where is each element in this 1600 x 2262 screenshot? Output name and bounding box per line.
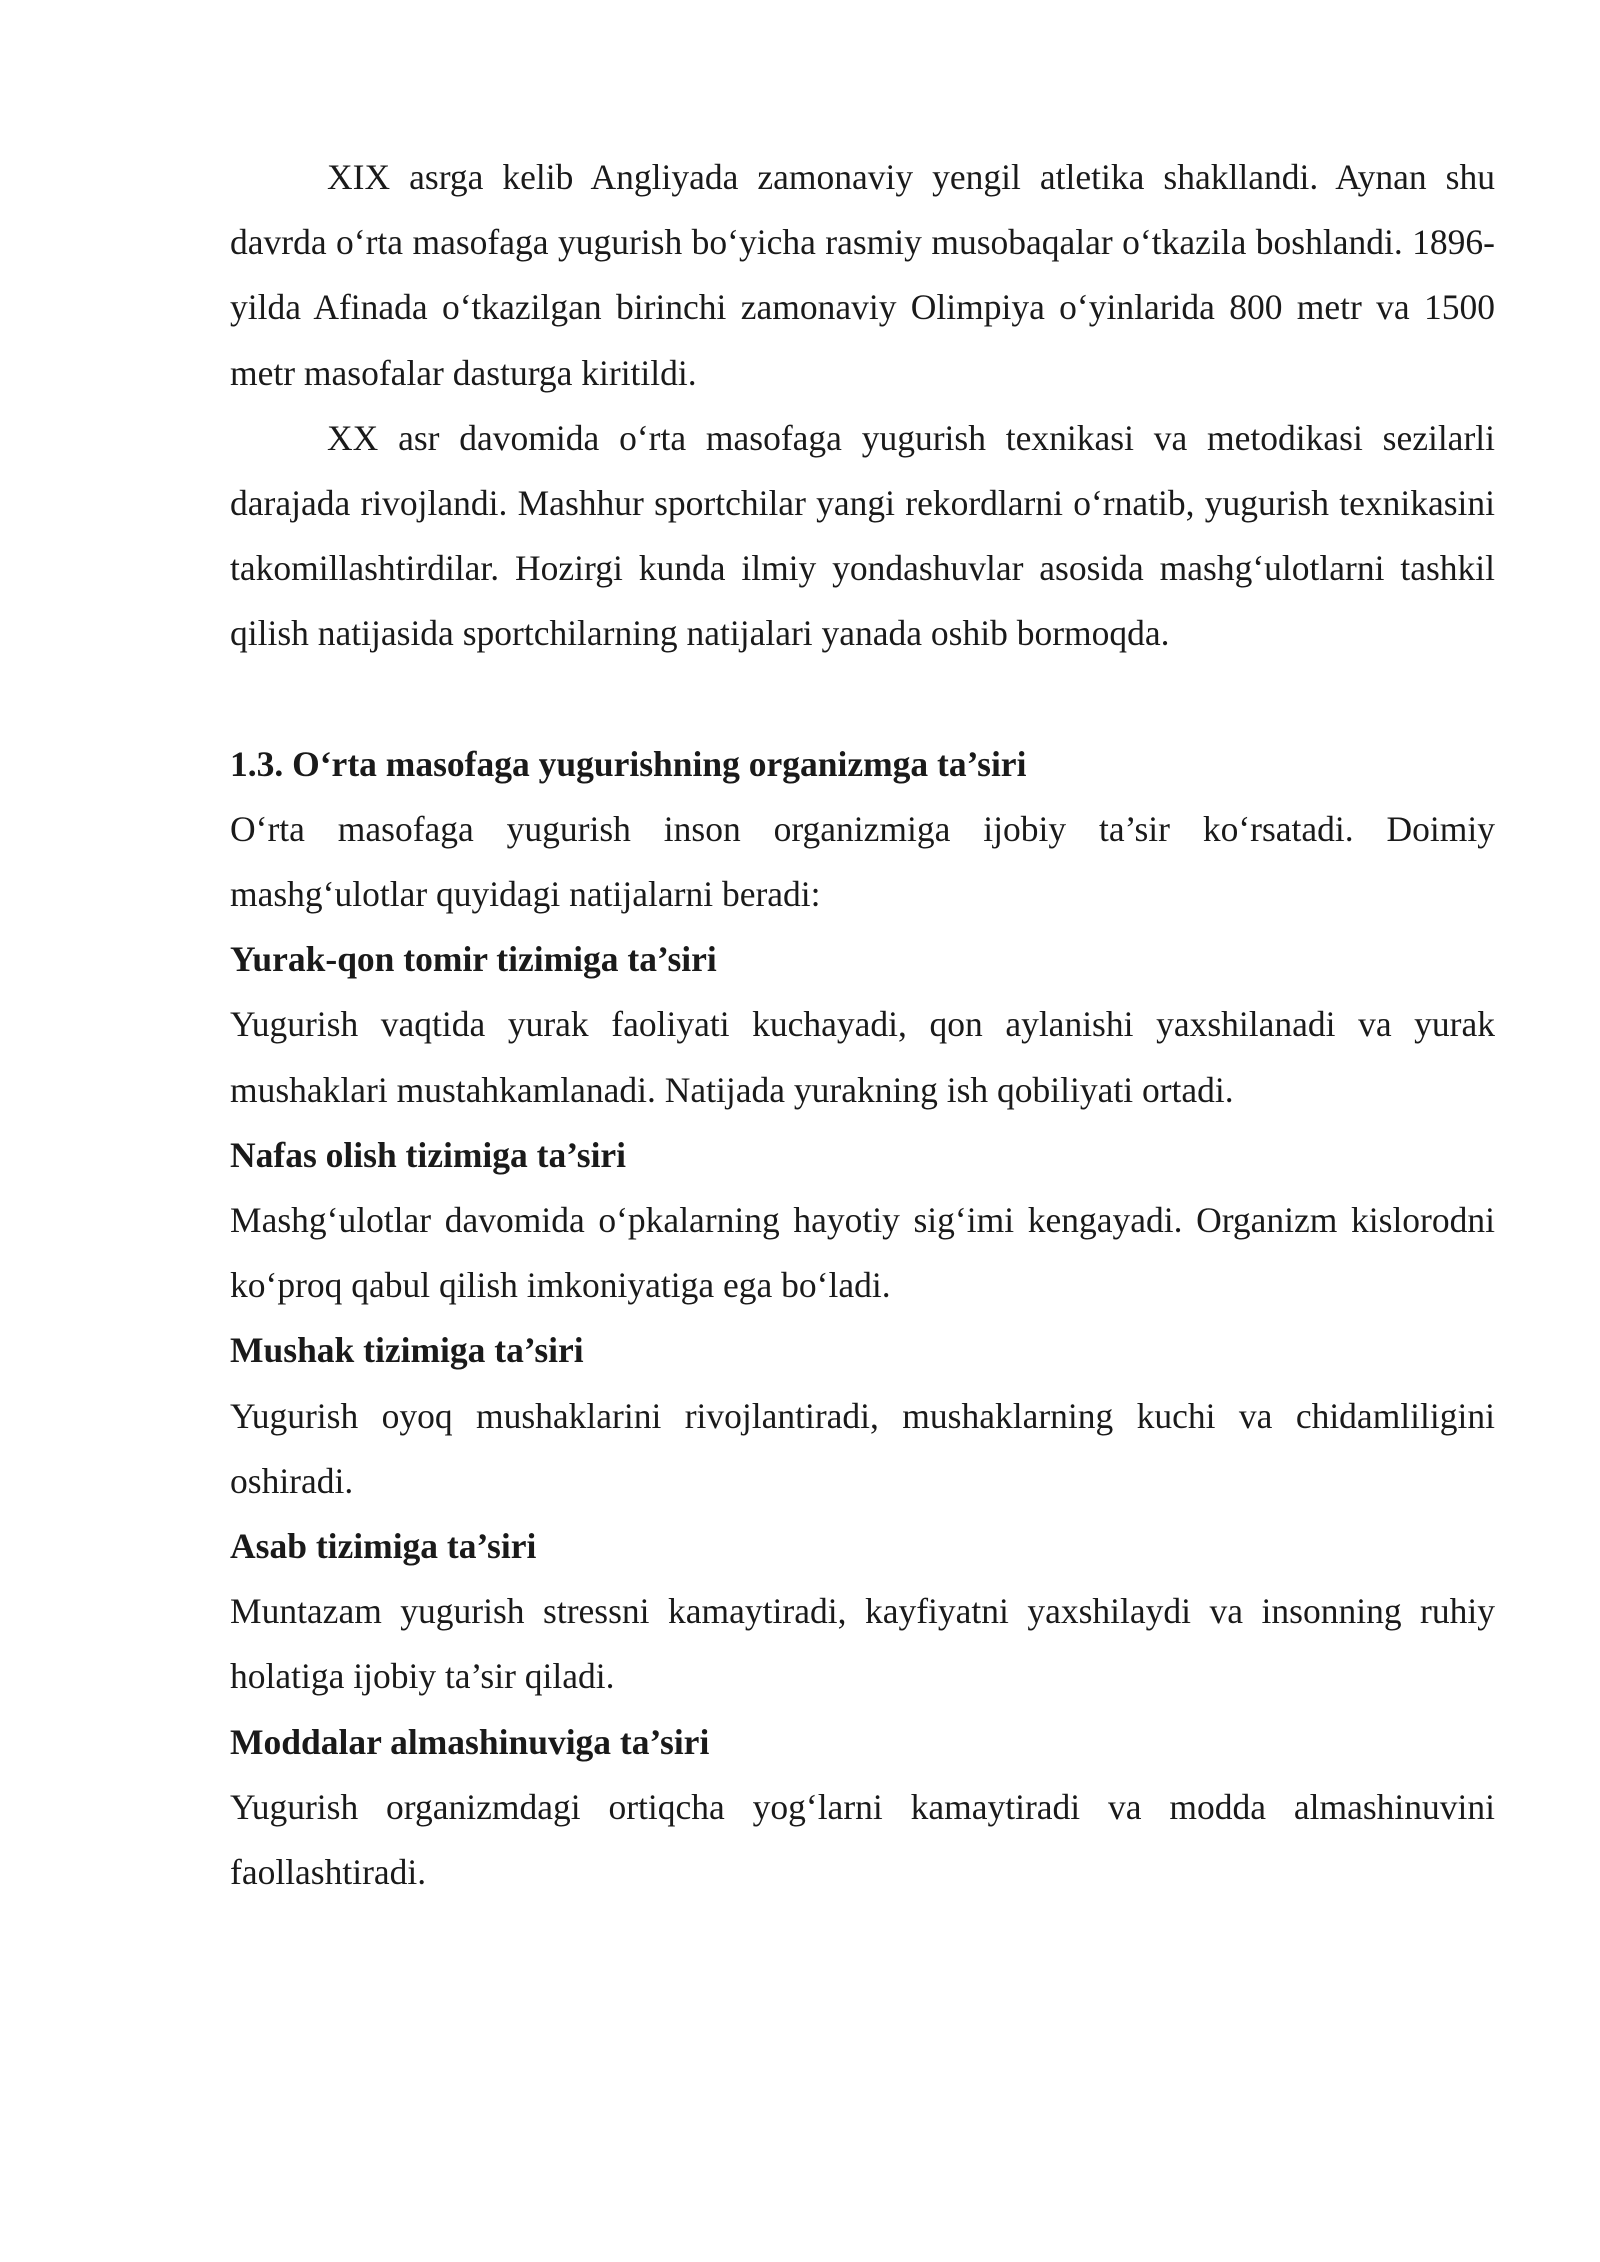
section-heading: 1.3. Oʻrta masofaga yugurishning organizmga ta’siri <box>230 743 1027 784</box>
subsection-text-cardiovascular: Yugurish vaqtida yurak faoliyati kuchayadi, qon aylanishi yaxshilanadi va yurak mushaklari mustahkamlanadi. Natijada yurakning ish qobiliyati ortadi. <box>230 1004 1495 1110</box>
subsection-title-muscular: Mushak tizimiga ta’siri <box>230 1330 584 1371</box>
subsection-title-cardiovascular: Yurak-qon tomir tizimiga ta’siri <box>230 939 717 980</box>
history-paragraph-2: XX asr davomida oʻrta masofaga yugurish texnikasi va metodikasi sezilarli darajada rivojlandi. Mashhur sportchilar yangi rekordlarni oʻrnatib, yugurish texnikasini takomillashtirdilar. Hozirgi kunda ilmiy yondashuvlar asosida mashgʻulotlarni tashkil qilish natijasida sportchilarning natijalari yanada oshib bormoqda. <box>230 417 1495 654</box>
subsection-text-nervous: Muntazam yugurish stressni kamaytiradi, kayfiyatni yaxshilaydi va insonning ruhiy holatiga ijobiy ta’sir qiladi. <box>230 1591 1495 1697</box>
history-paragraph-1: XIX asrga kelib Angliyada zamonaviy yengil atletika shakllandi. Aynan shu davrda oʻrta masofaga yugurish boʻyicha rasmiy musobaqalar oʻtkazila boshlandi. 1896-yilda Afinada oʻtkazilgan birinchi zamonaviy Olimpiya oʻyinlarida 800 metr va 1500 metr masofalar dasturga kiritildi. <box>230 157 1495 393</box>
section-intro: Oʻrta masofaga yugurish inson organizmiga ijobiy ta’sir koʻrsatadi. Doimiy mashgʻulotlar quyidagi natijalarni beradi: <box>230 808 1495 915</box>
subsection-text-muscular: Yugurish oyoq mushaklarini rivojlantiradi, mushaklarning kuchi va chidamliligini oshiradi. <box>230 1395 1495 1501</box>
subsection-title-nervous: Asab tizimiga ta’siri <box>230 1526 537 1567</box>
page-content <box>230 145 1495 1905</box>
subsection-title-respiratory: Nafas olish tizimiga ta’siri <box>230 1134 627 1175</box>
subsection-text-respiratory: Mashgʻulotlar davomida oʻpkalarning hayotiy sigʻimi kengayadi. Organizm kislorodni koʻproq qabul qilish imkoniyatiga ega boʻladi. <box>230 1200 1495 1306</box>
subsection-title-metabolism: Moddalar almashinuviga ta’siri <box>230 1721 710 1762</box>
subsection-text-metabolism: Yugurish organizmdagi ortiqcha yogʻlarni kamaytiradi va modda almashinuvini faollashtiradi. <box>230 1786 1495 1893</box>
